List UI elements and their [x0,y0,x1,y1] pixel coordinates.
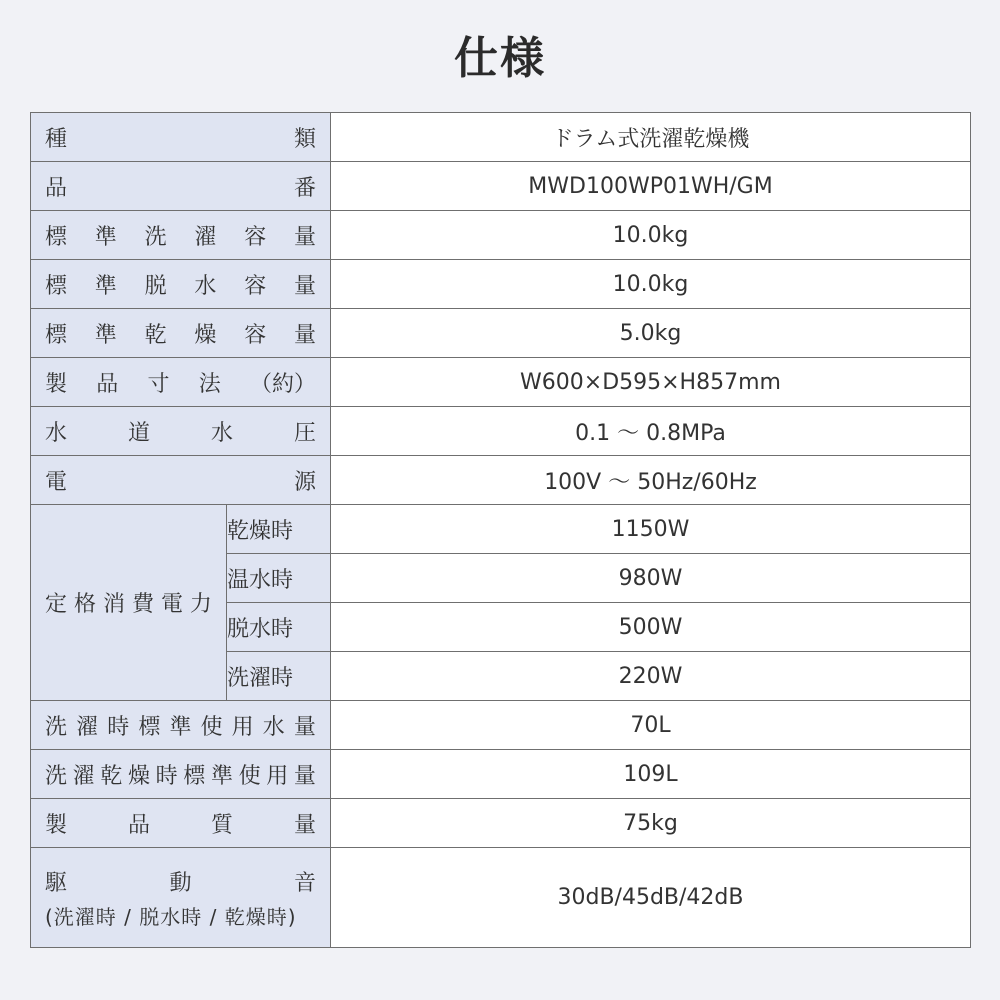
row-label-power-source: 電 源 [31,456,331,505]
power-sub-label-washing: 洗濯時 [227,652,331,701]
table-row [31,358,971,407]
power-value-drying: 1150W [331,505,971,554]
power-value-spin: 500W [331,603,971,652]
power-sub-label-spin: 脱水時 [227,603,331,652]
spec-table [30,112,971,948]
row-value-model: MWD100WP01WH/GM [331,162,971,211]
row-value-weight: 75kg [331,799,971,848]
table-row [31,113,971,162]
power-value-hot-water: 980W [331,554,971,603]
table-row [31,750,971,799]
power-sub-label-drying: 乾燥時 [227,505,331,554]
row-value-wash-capacity: 10.0kg [331,211,971,260]
row-label-dry-capacity: 標 準 乾 燥 容 量 [31,309,331,358]
table-row [31,701,971,750]
row-value-dry-capacity: 5.0kg [331,309,971,358]
table-row [31,309,971,358]
row-label-spin-capacity: 標 準 脱 水 容 量 [31,260,331,309]
row-value-dimensions: W600×D595×H857mm [331,358,971,407]
table-row [31,162,971,211]
power-value-washing: 220W [331,652,971,701]
row-label-model: 品 番 [31,162,331,211]
row-value-wash-water: 70L [331,701,971,750]
row-value-noise: 30dB/45dB/42dB [331,848,971,948]
row-value-wash-dry-water: 109L [331,750,971,799]
row-label-wash-capacity: 標 準 洗 濯 容 量 [31,211,331,260]
table-row [31,211,971,260]
row-value-power-source: 100V ～ 50Hz/60Hz [331,456,971,505]
row-label-wash-dry-water: 洗 濯 乾 燥 時 標 準 使 用 量 [31,750,331,799]
row-label-rated-power: 定 格 消 費 電 力 [31,505,227,701]
row-label-type: 種 類 [31,113,331,162]
row-value-water-pressure: 0.1 ～ 0.8MPa [331,407,971,456]
row-label-wash-water: 洗 濯 時 標 準 使 用 水 量 [31,701,331,750]
page-title: 仕様 [454,33,546,84]
row-value-type: ドラム式洗濯乾燥機 [331,113,971,162]
row-label-water-pressure: 水 道 水 圧 [31,407,331,456]
table-row [31,848,971,948]
row-value-spin-capacity: 10.0kg [331,260,971,309]
table-row [31,407,971,456]
power-sub-label-hot-water: 温水時 [227,554,331,603]
table-row [31,456,971,505]
noise-sub-label: (洗濯時 / 脱水時 / 乾燥時) [45,904,297,929]
row-label-dimensions: 製 品 寸 法 （約） [31,358,331,407]
table-row [31,260,971,309]
table-row [31,505,971,554]
table-row [31,799,971,848]
row-label-noise: 駆 動 音 (洗濯時 / 脱水時 / 乾燥時) [31,848,331,948]
row-label-weight: 製 品 質 量 [31,799,331,848]
